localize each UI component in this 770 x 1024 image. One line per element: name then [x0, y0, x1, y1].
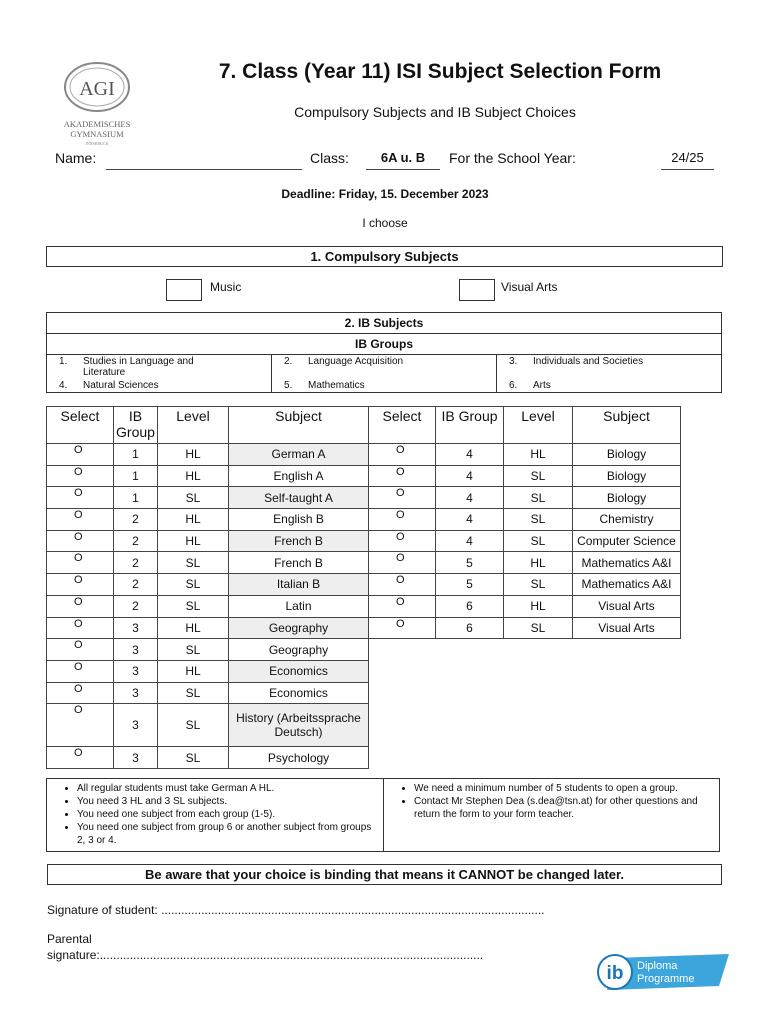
group-cell: 1 [114, 465, 158, 487]
subject-cell: Geography [229, 617, 369, 639]
select-radio[interactable]: O [47, 595, 114, 617]
select-radio[interactable]: O [47, 704, 114, 747]
subject-table [46, 406, 681, 769]
group-cell: 4 [436, 465, 504, 487]
music-label: Music [210, 280, 242, 294]
level-cell: HL [158, 617, 229, 639]
page-title: 7. Class (Year 11) ISI Subject Selection Form [218, 60, 662, 83]
subject-cell: Economics [229, 660, 369, 682]
select-radio[interactable]: O [47, 747, 114, 769]
subject-cell: Biology [573, 444, 681, 466]
header-subject: Subject [573, 407, 681, 444]
group-cell: 5 [436, 552, 504, 574]
empty-area [369, 639, 681, 769]
group-cell: 2 [114, 509, 158, 531]
level-cell: SL [158, 682, 229, 704]
subject-cell: Italian B [229, 574, 369, 596]
subject-cell: Latin [229, 595, 369, 617]
level-cell: SL [158, 552, 229, 574]
select-radio[interactable]: O [369, 552, 436, 574]
table-row [47, 444, 681, 466]
ib-mark: ib [606, 963, 624, 984]
group-cell: 1 [114, 487, 158, 509]
header-select: Select [47, 407, 114, 444]
ib-diploma-logo [597, 952, 729, 992]
level-cell: SL [158, 704, 229, 747]
group-cell: 5 [436, 574, 504, 596]
logo-mark: AGI [79, 78, 115, 100]
group-cell: 4 [436, 444, 504, 466]
group-label: Natural Sciences [83, 380, 159, 391]
parent-signature-label: Parental [47, 932, 92, 946]
level-cell: HL [504, 595, 573, 617]
ib-heading-table [46, 312, 722, 355]
header-group: IB Group [114, 407, 158, 444]
ib-logo-line2: Programme [637, 973, 695, 985]
subject-cell: Chemistry [573, 509, 681, 531]
level-cell: SL [158, 574, 229, 596]
ib-logo-line1: Diploma [637, 960, 678, 972]
subject-cell: Mathematics A&I [573, 552, 681, 574]
group-cell: 3 [114, 747, 158, 769]
subject-cell: Biology [573, 465, 681, 487]
group-cell: 2 [114, 595, 158, 617]
parent-signature-line[interactable]: signature:................................................................................................................... [47, 948, 484, 962]
binding-warning: Be aware that your choice is binding that means it CANNOT be changed later. [47, 864, 722, 885]
level-cell: HL [504, 552, 573, 574]
group-cell: 4 [436, 530, 504, 552]
name-field[interactable] [106, 150, 302, 170]
table-row [47, 530, 681, 552]
level-cell: HL [158, 660, 229, 682]
subject-cell: Mathematics A&I [573, 574, 681, 596]
note-item: • You need 3 HL and 3 SL subjects. [77, 795, 375, 808]
page-subtitle: Compulsory Subjects and IB Subject Choices [294, 104, 576, 120]
note-item: • We need a minimum number of 5 students to open a group. [414, 782, 711, 795]
level-cell: SL [504, 465, 573, 487]
group-cell: 3 [114, 682, 158, 704]
table-row [47, 465, 681, 487]
select-radio[interactable]: O [369, 465, 436, 487]
notes-box [46, 778, 720, 852]
subject-cell: Economics [229, 682, 369, 704]
level-cell: SL [158, 595, 229, 617]
select-radio[interactable]: O [47, 530, 114, 552]
select-radio[interactable]: O [369, 444, 436, 466]
header-level: Level [158, 407, 229, 444]
subject-cell: Self-taught A [229, 487, 369, 509]
select-radio[interactable]: O [47, 574, 114, 596]
level-cell: HL [158, 509, 229, 531]
level-cell: SL [158, 487, 229, 509]
group-cell: 3 [114, 660, 158, 682]
table-row [47, 574, 681, 596]
select-radio[interactable]: O [47, 682, 114, 704]
group-cell: 6 [436, 595, 504, 617]
select-radio[interactable]: O [47, 639, 114, 661]
subject-cell: English B [229, 509, 369, 531]
table-row [47, 487, 681, 509]
group-label: Mathematics [308, 380, 365, 391]
select-radio[interactable]: O [47, 617, 114, 639]
table-row [47, 595, 681, 617]
group-label: Language Acquisition [308, 356, 404, 367]
year-value[interactable]: 24/25 [661, 150, 714, 170]
class-label: Class: [310, 150, 349, 166]
class-value[interactable]: 6A u. B [366, 150, 440, 170]
subject-cell: Visual Arts [573, 595, 681, 617]
select-radio[interactable]: O [369, 487, 436, 509]
i-choose: I choose [362, 216, 408, 230]
subject-cell: English A [229, 465, 369, 487]
ib-heading: 2. IB Subjects [47, 313, 722, 334]
level-cell: HL [158, 530, 229, 552]
subject-cell: Computer Science [573, 530, 681, 552]
table-row [47, 552, 681, 574]
select-radio[interactable]: O [369, 530, 436, 552]
visual-arts-checkbox[interactable] [459, 279, 495, 301]
ib-groups-list: 1. Studies in Language and Literature 2. Language Acquisition 3. Individuals and Societies 4. Natural Sciences 5. Mathematics 6. Arts [46, 355, 722, 393]
subject-cell: History (Arbeitssprache Deutsch) [229, 704, 369, 747]
music-checkbox[interactable] [166, 279, 202, 301]
group-cell: 3 [114, 639, 158, 661]
ib-groups-heading: IB Groups [47, 334, 722, 355]
table-row [47, 617, 681, 639]
select-radio[interactable]: O [369, 595, 436, 617]
note-item: • You need one subject from group 6 or another subject from groups 2, 3 or 4. [77, 821, 375, 847]
level-cell: HL [158, 465, 229, 487]
subject-cell: French B [229, 552, 369, 574]
select-radio[interactable]: O [47, 660, 114, 682]
table-row [47, 509, 681, 531]
level-cell: SL [504, 617, 573, 639]
group-cell: 4 [436, 487, 504, 509]
deadline: Deadline: Friday, 15. December 2023 [281, 187, 489, 201]
level-cell: SL [504, 574, 573, 596]
group-label: Individuals and Societies [533, 356, 644, 367]
group-cell: 2 [114, 574, 158, 596]
group-cell: 1 [114, 444, 158, 466]
select-radio[interactable]: O [369, 617, 436, 639]
header-subject: Subject [229, 407, 369, 444]
select-radio[interactable]: O [47, 509, 114, 531]
subject-cell: German A [229, 444, 369, 466]
note-item: • You need one subject from each group (1-5). [77, 808, 375, 821]
year-label: For the School Year: [449, 150, 576, 166]
level-cell: SL [504, 509, 573, 531]
logo-line3: INNSBRUCK [85, 141, 109, 146]
subject-cell: Geography [229, 639, 369, 661]
select-radio[interactable]: O [47, 552, 114, 574]
note-item: • Contact Mr Stephen Dea (s.dea@tsn.at) for other questions and return the form to your form teacher. [414, 795, 711, 821]
subject-cell: French B [229, 530, 369, 552]
logo-line2: GYMNASIUM [70, 129, 124, 139]
level-cell: SL [158, 747, 229, 769]
level-cell: HL [158, 444, 229, 466]
level-cell: SL [504, 530, 573, 552]
group-cell: 2 [114, 530, 158, 552]
select-radio[interactable]: O [47, 444, 114, 466]
name-label: Name: [55, 150, 97, 166]
header-select: Select [369, 407, 436, 444]
visual-arts-label: Visual Arts [501, 280, 558, 294]
table-row [47, 639, 681, 661]
note-item: • All regular students must take German A HL. [77, 782, 375, 795]
student-signature-line[interactable]: Signature of student: ................................................................................................................... [47, 903, 545, 917]
level-cell: SL [504, 487, 573, 509]
group-cell: 3 [114, 704, 158, 747]
select-radio[interactable]: O [369, 509, 436, 531]
compulsory-heading: 1. Compulsory Subjects [46, 246, 723, 267]
group-cell: 2 [114, 552, 158, 574]
subject-cell: Psychology [229, 747, 369, 769]
subject-cell: Visual Arts [573, 617, 681, 639]
subject-cell: Biology [573, 487, 681, 509]
group-cell: 4 [436, 509, 504, 531]
group-cell: 6 [436, 617, 504, 639]
header-group: IB Group [436, 407, 504, 444]
select-radio[interactable]: O [47, 487, 114, 509]
select-radio[interactable]: O [369, 574, 436, 596]
group-label: Studies in Language and Literature [83, 356, 194, 378]
level-cell: HL [504, 444, 573, 466]
group-cell: 3 [114, 617, 158, 639]
group-label: Arts [533, 380, 551, 391]
select-radio[interactable]: O [47, 465, 114, 487]
header-level: Level [504, 407, 573, 444]
level-cell: SL [158, 639, 229, 661]
logo-line1: AKADEMISCHES [63, 119, 131, 129]
